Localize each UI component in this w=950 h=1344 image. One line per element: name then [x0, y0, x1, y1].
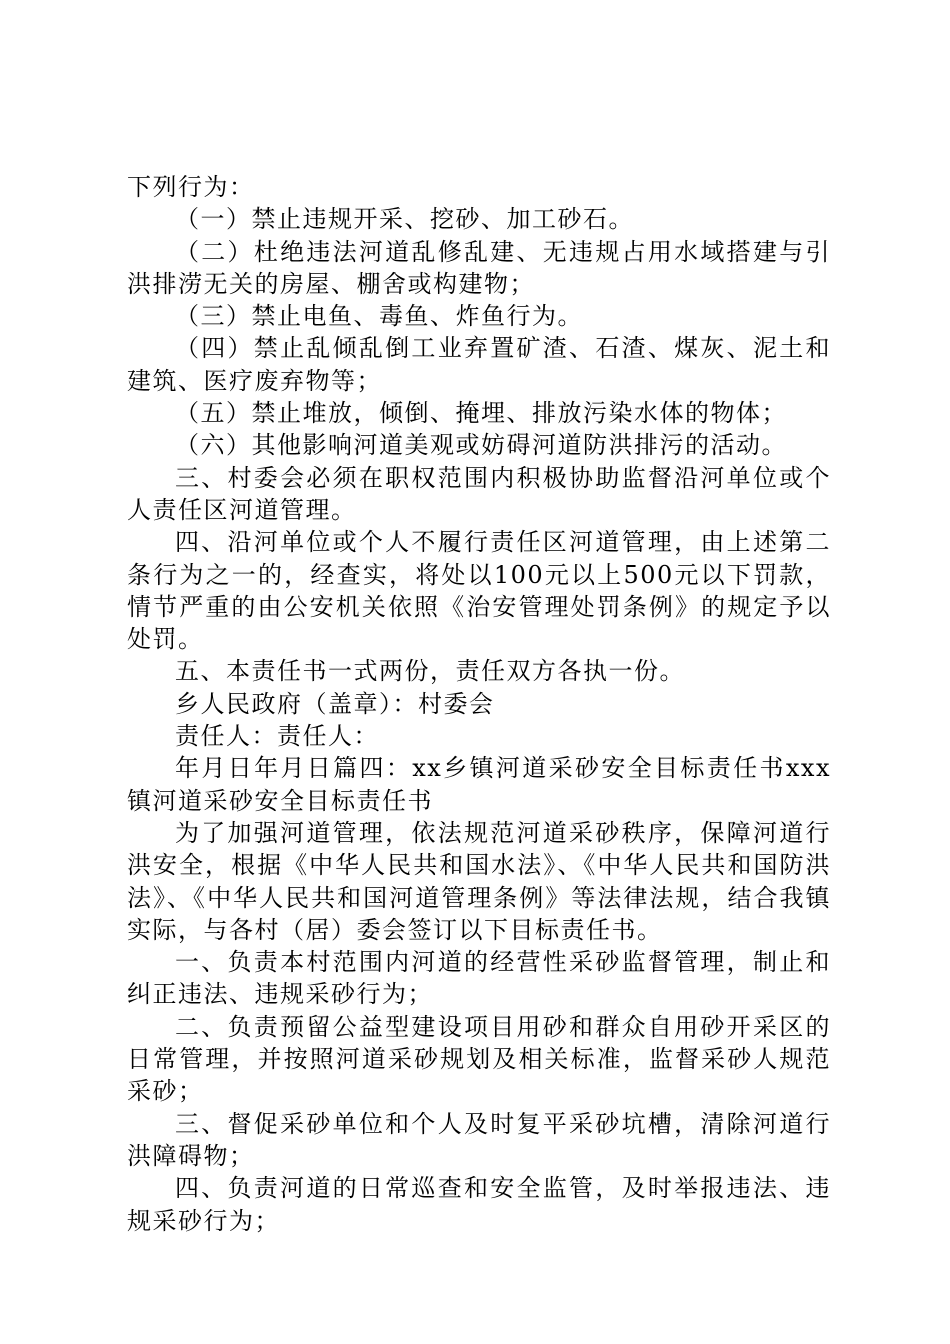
- paragraph-item-3: （三）禁止电鱼、毒鱼、炸鱼行为。: [175, 302, 583, 331]
- paragraph-item-4: （四）禁止乱倾乱倒工业弃置矿渣、石渣、煤灰、泥土和建筑、医疗废弃物等；: [127, 334, 831, 395]
- paragraph-duty-3: 三、督促采砂单位和个人及时复平采砂坑槽，清除河道行洪障碍物；: [127, 1109, 831, 1170]
- paragraph-item-6: （六）其他影响河道美观或妨碍河道防洪排污的活动。: [175, 431, 787, 460]
- signature-line-responsible: 责任人：责任人：: [175, 722, 379, 751]
- paragraph-item-5: （五）禁止堆放，倾倒、掩埋、排放污染水体的物体；: [175, 399, 787, 428]
- paragraph-duty-2: 二、负责预留公益型建设项目用砂和群众自用砂开采区的日常管理，并按照河道采砂规划及相关标准，监督采砂人规范采砂；: [127, 1012, 831, 1106]
- paragraph-continuation: 下列行为：: [127, 173, 255, 201]
- paragraph-section-5: 五、本责任书一式两份，责任双方各执一份。: [175, 657, 685, 686]
- paragraph-duty-4: 四、负责河道的日常巡查和安全监管，及时举报违法、违规采砂行为；: [127, 1174, 831, 1235]
- paragraph-section-3: 三、村委会必须在职权范围内积极协助监督沿河单位或个人责任区河道管理。: [127, 463, 831, 524]
- document-body: [127, 171, 831, 1237]
- signature-line-government: 乡人民政府（盖章）：村委会: [175, 689, 495, 718]
- paragraph-duty-1: 一、负责本村范围内河道的经营性采砂监督管理，制止和纠正违法、违规采砂行为；: [127, 948, 831, 1009]
- paragraph-section-4: 四、沿河单位或个人不履行责任区河道管理，由上述第二条行为之一的，经查实，将处以100元以上500元以下罚款，情节严重的由公安机关依照《治安管理处罚条例》的规定予以处罚。: [127, 528, 831, 654]
- paragraph-item-1: （一）禁止违规开采、挖砂、加工砂石。: [175, 205, 634, 234]
- date-and-title-line: 年月日年月日篇四：xx乡镇河道采砂安全目标责任书xxx镇河道采砂安全目标责任书: [127, 754, 831, 815]
- paragraph-preamble: 为了加强河道管理，依法规范河道采砂秩序，保障河道行洪安全，根据《中华人民共和国水法》、《中华人民共和国防洪法》、《中华人民共和国河道管理条例》等法律法规，结合我镇实际，与各村（居）委会签订以下目标责任书。: [127, 818, 831, 944]
- paragraph-item-2: （二）杜绝违法河道乱修乱建、无违规占用水域搭建与引洪排涝无关的房屋、棚舍或构建物；: [127, 237, 831, 298]
